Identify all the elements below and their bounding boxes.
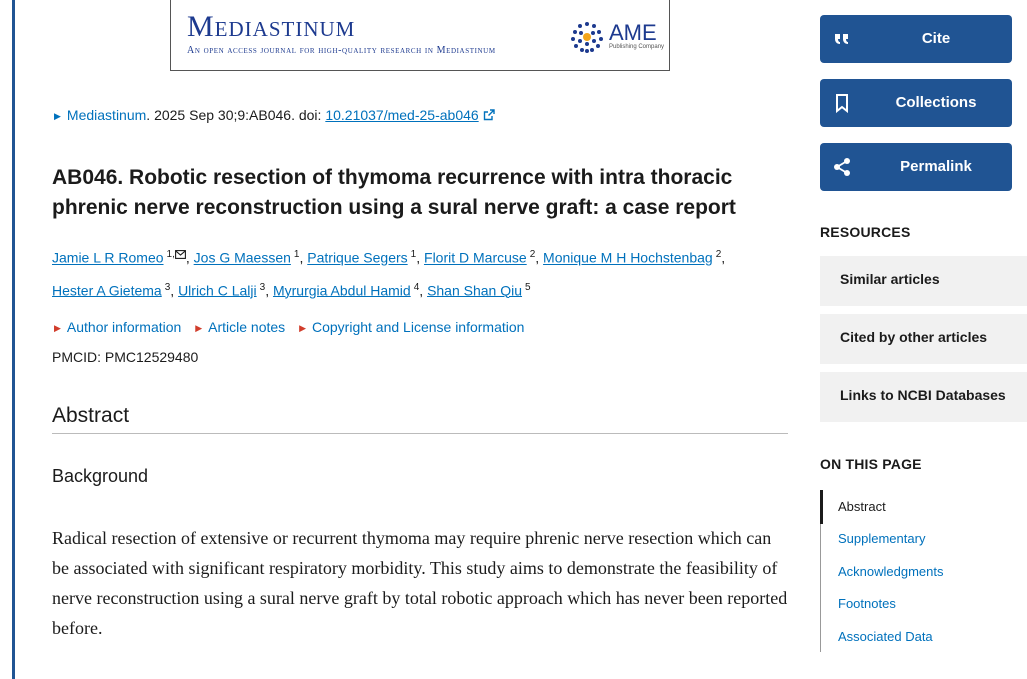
doi-link[interactable]: 10.21037/med-25-ab046 bbox=[325, 107, 479, 123]
author-link[interactable]: Patrique Segers bbox=[307, 249, 408, 266]
author-information-toggle[interactable]: ▶ Author information bbox=[54, 319, 182, 335]
abstract-background-text: Radical resection of extensive or recurrent thymoma may require phrenic nerve resection which can be associated with significant respiratory morbidity. This study aims to demonstrate the feasibility of nerve reconstruction using a sural nerve graft by total robotic approach which has never been reported before. bbox=[52, 528, 788, 638]
article-notes-toggle[interactable]: ▶ Article notes bbox=[195, 319, 286, 335]
collections-label: Collections bbox=[895, 94, 977, 111]
permalink-label: Permalink bbox=[900, 158, 972, 175]
citation-line bbox=[54, 107, 495, 123]
toggle-triangle-icon: ▶ bbox=[195, 322, 203, 333]
toc-item-footnotes[interactable]: Footnotes bbox=[838, 596, 896, 611]
toggle-triangle-icon: ▶ bbox=[54, 322, 61, 333]
banner-journal-name: Mediastinum bbox=[187, 10, 356, 43]
author-link[interactable]: Myrurgia Abdul Hamid bbox=[272, 282, 411, 299]
author-link[interactable]: Florit D Marcuse bbox=[424, 249, 527, 266]
cite-button[interactable] bbox=[820, 15, 1012, 63]
toc-item-abstract[interactable]: Abstract bbox=[838, 499, 886, 514]
author-affiliation[interactable]: 3 bbox=[259, 281, 266, 293]
cite-label: Cite bbox=[921, 30, 951, 47]
author-affiliation[interactable]: 5 bbox=[525, 281, 531, 293]
quote-icon bbox=[832, 29, 852, 49]
mail-icon bbox=[175, 250, 186, 259]
permalink-button[interactable] bbox=[820, 143, 1012, 191]
author-link[interactable]: Hester A Gietema bbox=[52, 282, 162, 299]
citation-details: . 2025 Sep 30;9:AB046. doi: bbox=[146, 107, 326, 123]
author-link[interactable]: Monique M H Hochstenbag bbox=[543, 249, 713, 266]
pmcid: PMCID: PMC12529480 bbox=[52, 349, 199, 365]
abstract-divider bbox=[52, 433, 788, 434]
on-this-page-heading: ON THIS PAGE bbox=[820, 456, 922, 472]
author-affiliation[interactable]: 1 bbox=[293, 249, 300, 260]
banner-tagline: An open access journal for high-quality research in Mediastinum bbox=[187, 45, 496, 56]
toc-item-supplementary[interactable]: Supplementary bbox=[838, 531, 926, 546]
left-accent-rule bbox=[12, 0, 15, 679]
abstract-heading: Abstract bbox=[52, 404, 130, 427]
ame-dots-icon bbox=[569, 20, 605, 54]
on-this-page-nav bbox=[820, 490, 1027, 652]
author-affiliation[interactable]: 1, bbox=[166, 249, 175, 260]
resources-heading: RESOURCES bbox=[820, 224, 911, 240]
article-title: AB046. Robotic resection of thymoma recurrence with intra thoracic phrenic nerve reconstruction using a sural nerve graft: a case report bbox=[52, 166, 736, 219]
ncbi-databases-item[interactable]: Links to NCBI Databases bbox=[820, 372, 1027, 422]
toc-active-indicator bbox=[820, 490, 823, 524]
similar-articles-item[interactable]: Similar articles bbox=[820, 256, 1027, 306]
ame-logo bbox=[569, 16, 665, 56]
article-info-links bbox=[54, 319, 534, 335]
author-link[interactable]: Shan Shan Qiu bbox=[427, 282, 523, 299]
toc-item-associated-data[interactable]: Associated Data bbox=[838, 629, 933, 644]
collections-button[interactable] bbox=[820, 79, 1012, 127]
background-heading: Background bbox=[52, 466, 149, 486]
author-affiliation[interactable]: 4 bbox=[413, 281, 420, 293]
bookmark-icon bbox=[832, 93, 852, 113]
cited-by-item[interactable]: Cited by other articles bbox=[820, 314, 1027, 364]
bullet-triangle-icon: ▶ bbox=[54, 110, 61, 121]
journal-link[interactable]: Mediastinum bbox=[66, 107, 147, 123]
ame-wordmark: AME bbox=[609, 20, 657, 45]
author-link[interactable]: Jamie L R Romeo bbox=[52, 249, 164, 266]
copyright-toggle[interactable]: ▶ Copyright and License information bbox=[299, 319, 525, 335]
external-link-icon bbox=[483, 109, 495, 121]
toc-item-acknowledgments[interactable]: Acknowledgments bbox=[838, 564, 944, 579]
author-list: Jamie L R Romeo $^{1,}$ , Jos G Maessen $^1$, Patrique Segers $^1$, Florit D Marcuse $^2$, Monique M H Hochstenbag $^2$, Hester A Gietema $^3$, Ulrich C Lalji $^3$, Myrurgia Abdul Hamid $^4$, Shan Shan Qiu $^5$ bbox=[52, 249, 726, 299]
author-affiliation[interactable]: 2 bbox=[715, 249, 722, 260]
author-affiliation[interactable]: 3 bbox=[164, 281, 171, 293]
author-link[interactable]: Jos G Maessen bbox=[193, 249, 291, 266]
ame-subtext: Publishing Company bbox=[609, 44, 665, 50]
toggle-triangle-icon: ▶ bbox=[299, 322, 306, 333]
journal-banner[interactable] bbox=[170, 0, 670, 71]
author-affiliation[interactable]: 1 bbox=[410, 249, 417, 260]
author-affiliation[interactable]: 2 bbox=[529, 249, 536, 260]
share-icon bbox=[832, 157, 852, 177]
author-link[interactable]: Ulrich C Lalji bbox=[178, 282, 257, 299]
